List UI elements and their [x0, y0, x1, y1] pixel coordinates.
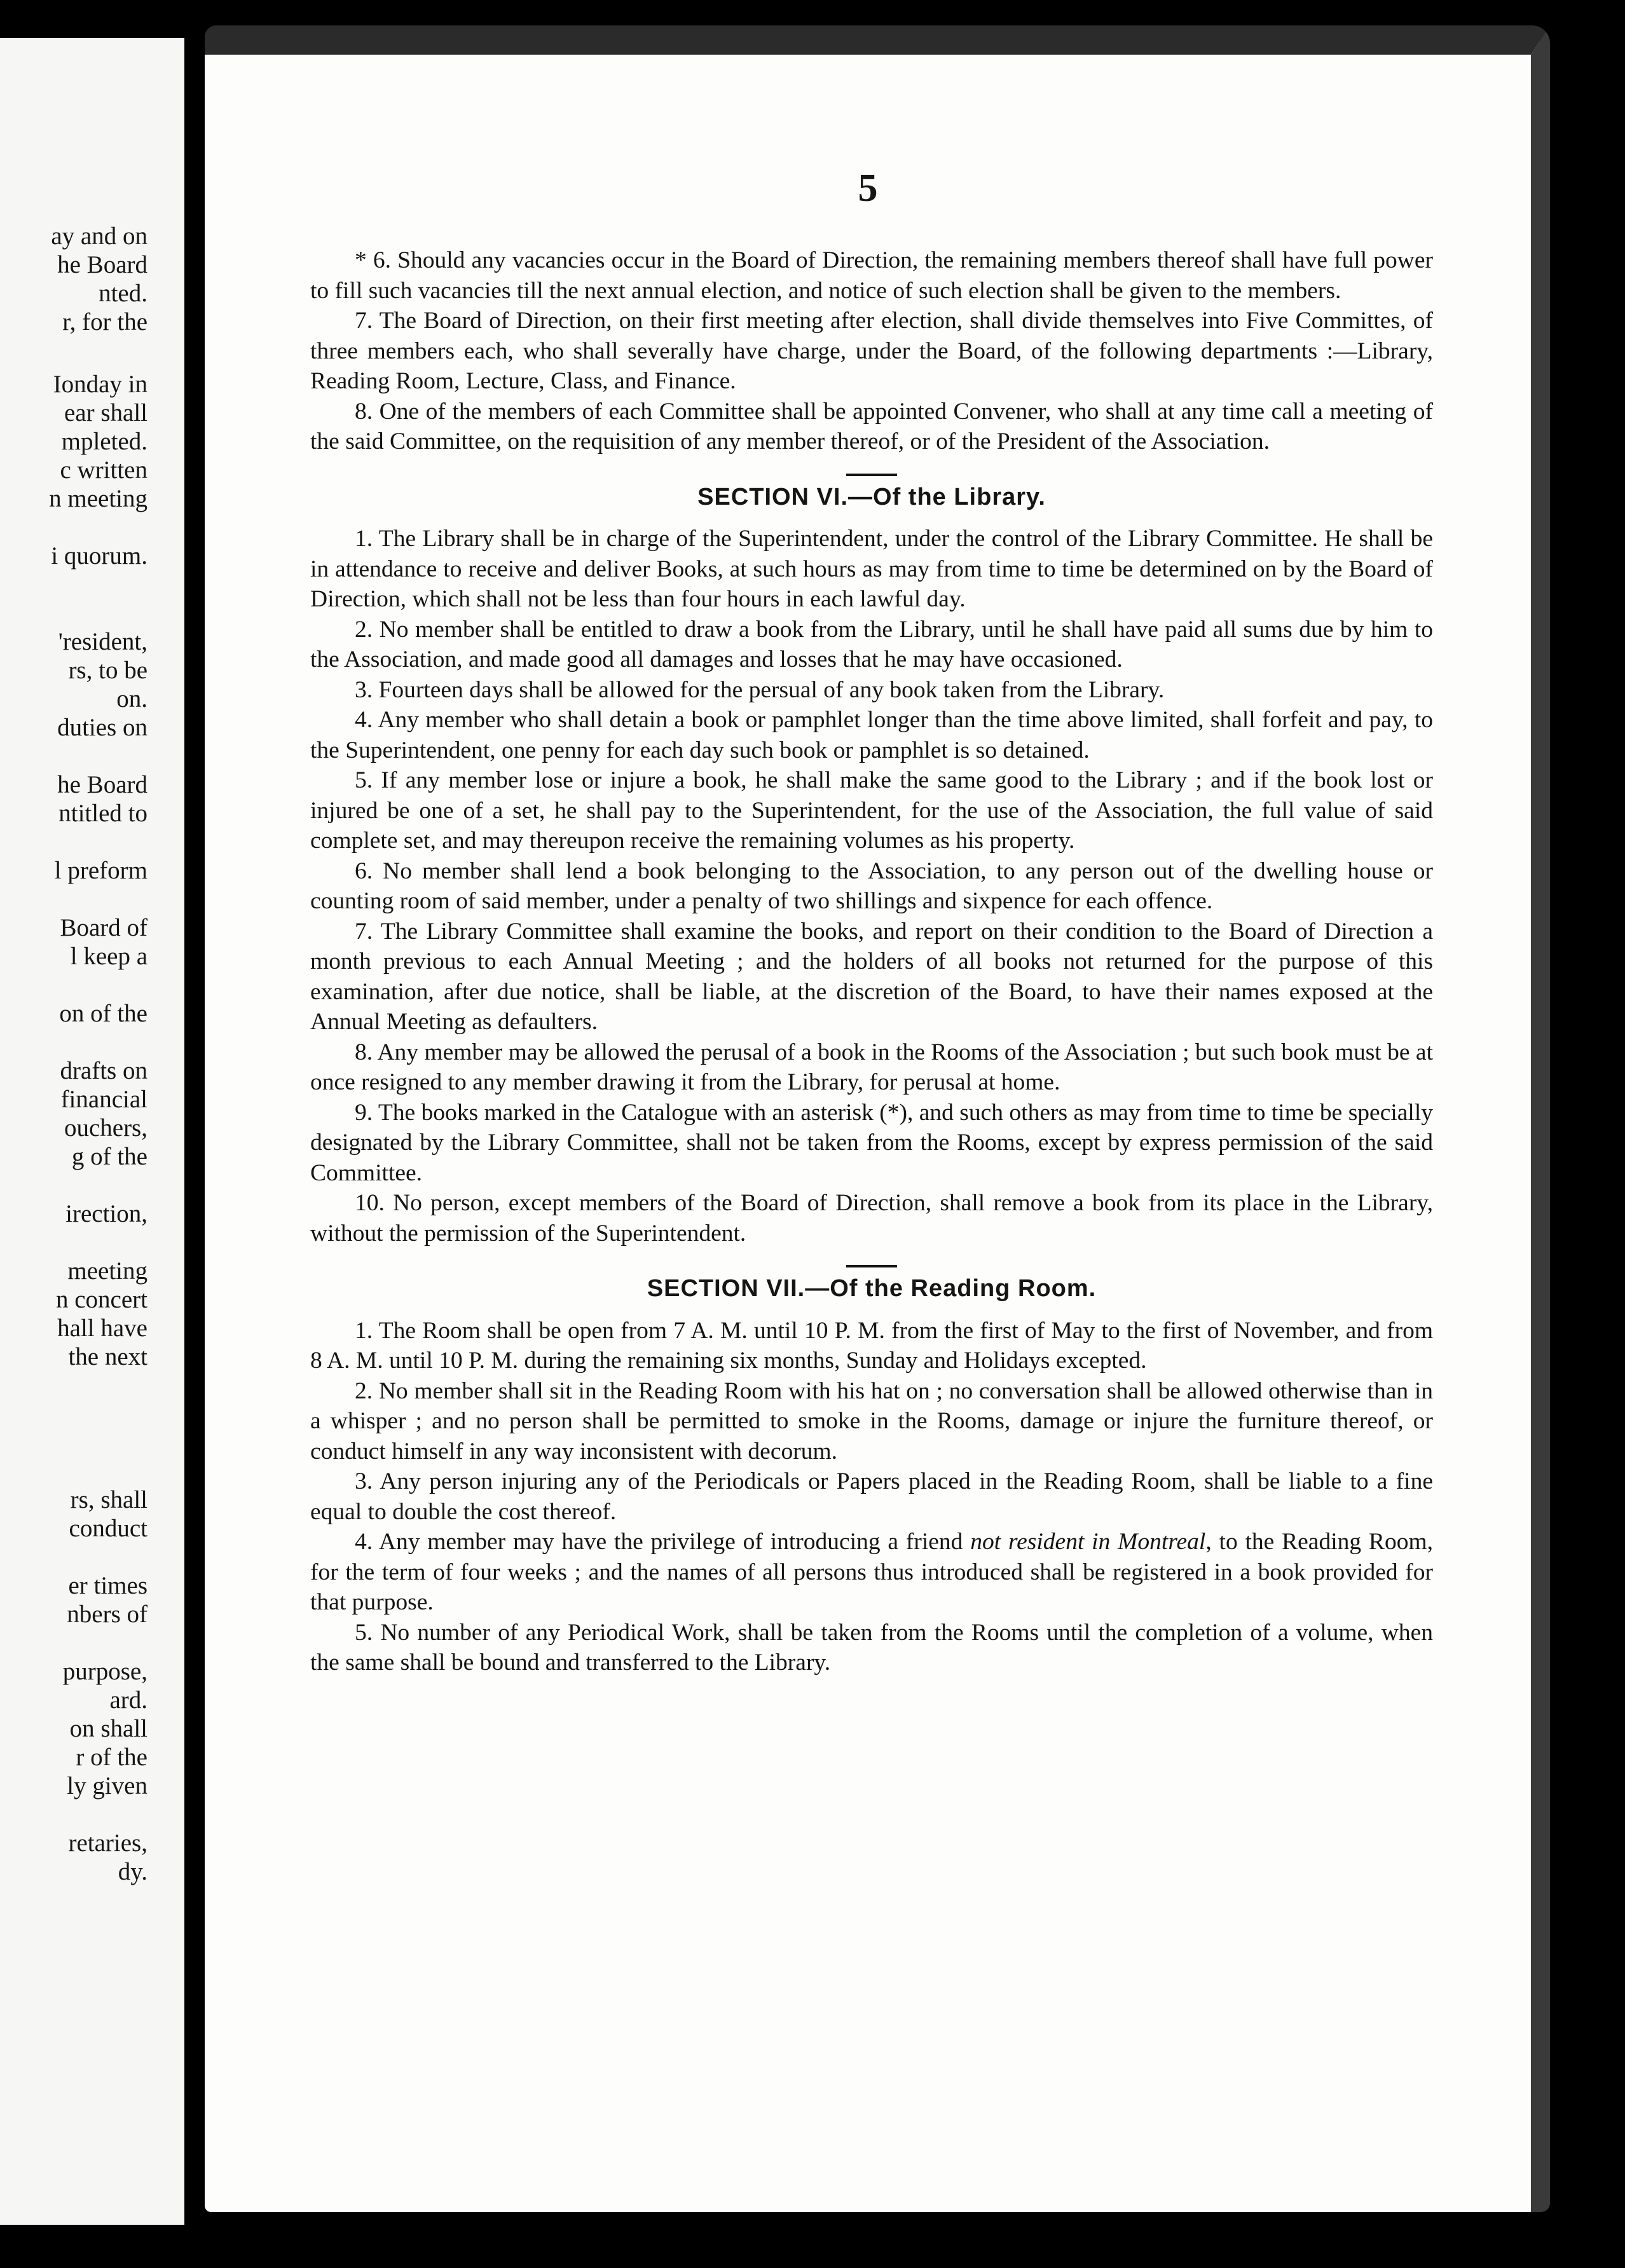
library-rule-2: 2. No member shall be entitled to draw a book from the Library, until he shall have paid all sums due by him to the Association, and made good all damages and losses that he may have occasioned.	[310, 616, 1433, 673]
facing-page-line: nbers of	[67, 1601, 147, 1628]
facing-page-line: purpose,	[62, 1658, 147, 1685]
facing-page-line: irection,	[65, 1200, 147, 1227]
reading-room-rule-5: 5. No number of any Periodical Work, shall be taken from the Rooms until the completion of a volume, when the same shall be bound and transferred to the Library.	[310, 1619, 1433, 1676]
library-rule-4: 4. Any member who shall detain a book or pamphlet longer than the time above limited, shall forfeit and pay, to the Superintendent, one penny for each day such book or pamphlet is so detained.	[310, 707, 1433, 763]
facing-page-line: ly given	[67, 1772, 147, 1800]
facing-page-line: Board of	[60, 914, 147, 941]
library-rule-6: 6. No member shall lend a book belonging to the Association, to any person out of the dwelling house or counting room of said member, under a penalty of two shillings and sixpence for each offence.	[310, 857, 1433, 914]
paragraph-6: * 6. Should any vacancies occur in the Board of Direction, the remaining members thereof shall have full power to fill such vacancies till the next annual election, and notice of such election shall be given to the members.	[310, 247, 1433, 304]
paragraph-8: 8. One of the members of each Committee shall be appointed Convener, who shall at any time call a meeting of the said Committee, on the requisition of any member thereof, or of the President of the Association.	[310, 398, 1433, 454]
facing-page-line: er times	[68, 1572, 147, 1599]
facing-page-line: dy.	[118, 1858, 147, 1885]
page-body	[310, 245, 1433, 1678]
facing-page-line: ouchers,	[64, 1114, 147, 1142]
facing-page-line: rs, to be	[68, 657, 147, 684]
facing-page-line: c written	[60, 456, 147, 484]
facing-page-line: ard.	[109, 1686, 147, 1714]
library-rule-5: 5. If any member lose or injure a book, he shall make the same good to the Library ; and if the book lost or injured be one of a set, he shall pay to the Superintendent, for the use of the Association, the full value of said complete set, and may thereupon receive the remaining volumes as his property.	[310, 767, 1433, 854]
reading-room-rule-1: 1. The Room shall be open from 7 A. M. until 10 P. M. from the first of May to the first of November, and from 8 A. M. until 10 P. M. during the remaining six months, Sunday and Holidays excepted.	[310, 1317, 1433, 1374]
page-number: 5	[858, 167, 878, 210]
facing-page-line: r, for the	[62, 308, 147, 336]
facing-page-line: drafts on	[60, 1057, 147, 1084]
facing-page-line: duties on	[57, 714, 147, 741]
facing-page-line: conduct	[69, 1515, 147, 1542]
facing-page-line: rs, shall	[70, 1486, 147, 1513]
library-rule-10: 10. No person, except members of the Board of Direction, shall remove a book from its place in the Library, without the permission of the Superintendent.	[310, 1190, 1433, 1247]
facing-page-line: Ionday in	[53, 371, 147, 398]
facing-page-line: r of the	[76, 1744, 147, 1771]
library-rule-8: 8. Any member may be allowed the perusal of a book in the Rooms of the Association ; but such book must be at once resigned to any member drawing it from the Library, for perusal at home.	[310, 1039, 1433, 1095]
facing-page-fragment	[0, 38, 184, 2225]
facing-page-line: meeting	[67, 1257, 147, 1285]
facing-page-line: n meeting	[49, 485, 147, 512]
section-vii-heading: SECTION VII.—Of the Reading Room.	[310, 1265, 1433, 1304]
facing-page-line: retaries,	[68, 1829, 147, 1857]
facing-page-line: n concert	[55, 1286, 147, 1313]
facing-page-line: he Board	[57, 771, 147, 798]
facing-page-line: on shall	[69, 1715, 147, 1742]
facing-page-line: on of the	[59, 1000, 147, 1027]
paragraph-7: 7. The Board of Direction, on their first meeting after election, shall divide themselves into Five Committes, of three members each, who shall severally have charge, under the Board, of the following departments :—Library, Reading Room, Lecture, Class, and Finance.	[310, 308, 1433, 394]
library-rule-3: 3. Fourteen days shall be allowed for the persual of any book taken from the Library.	[355, 676, 1165, 703]
facing-page-line: nted.	[99, 280, 147, 307]
section-vi-body	[310, 524, 1433, 1248]
library-rule-9: 9. The books marked in the Catalogue with an asterisk (*), and such others as may from time to time be specially designated by the Library Committee, shall not be taken from the Rooms, except by express permission of the said Committee.	[310, 1099, 1433, 1186]
facing-page-line: ear shall	[64, 399, 147, 427]
facing-page-line: he Board	[57, 251, 147, 278]
facing-page-line: hall have	[57, 1315, 147, 1342]
facing-page-line: mpleted.	[61, 428, 147, 455]
facing-page-line: the next	[68, 1343, 147, 1370]
reading-room-rule-4: 4. Any member may have the privilege of introducing a friend not resident in Montreal, to the Reading Room, for the term of four weeks ; and the names of all persons thus introduced shall be registered in a book provided for that purpose.	[310, 1529, 1433, 1615]
facing-page-line: l preform	[54, 857, 147, 884]
facing-page-line: financial	[60, 1086, 147, 1113]
facing-page-line: 'resident,	[58, 628, 147, 655]
facing-page-line: l keep a	[70, 943, 147, 970]
heading-rule	[846, 1265, 897, 1267]
library-rule-7: 7. The Library Committee shall examine the books, and report on their condition to the Board of Direction a month previous to each Annual Meeting ; and the holders of all books not returned for the purpose of this examination, after due notice, shall be liable, at the discretion of the Board, to have their names exposed at the Annual Meeting as defaulters.	[310, 918, 1433, 1035]
document-page	[205, 25, 1550, 2212]
facing-page-line: g of the	[71, 1143, 147, 1170]
library-rule-1: 1. The Library shall be in charge of the Superintendent, under the control of the Library Committee. He shall be in attendance to receive and deliver Books, at such hours as may from time to time be determined on by the Board of Direction, which shall not be less than four hours in each lawful day.	[310, 526, 1433, 612]
facing-page-line: ay and on	[51, 222, 147, 250]
facing-page-line: ntitled to	[58, 800, 147, 827]
reading-room-rule-3: 3. Any person injuring any of the Periodicals or Papers placed in the Reading Room, shall be liable to a fine equal to double the cost thereof.	[310, 1468, 1433, 1525]
facing-page-line: i quorum.	[51, 542, 147, 570]
reading-room-rule-2: 2. No member shall sit in the Reading Room with his hat on ; no conversation shall be allowed otherwise than in a whisper ; and no person shall be permitted to smoke in the Rooms, damage or injure the furniture thereof, or conduct himself in any way inconsistent with decorum.	[310, 1377, 1433, 1465]
heading-rule	[846, 474, 897, 476]
facing-page-line: on.	[116, 685, 147, 713]
section-vi-heading: SECTION VI.—Of the Library.	[310, 474, 1433, 513]
